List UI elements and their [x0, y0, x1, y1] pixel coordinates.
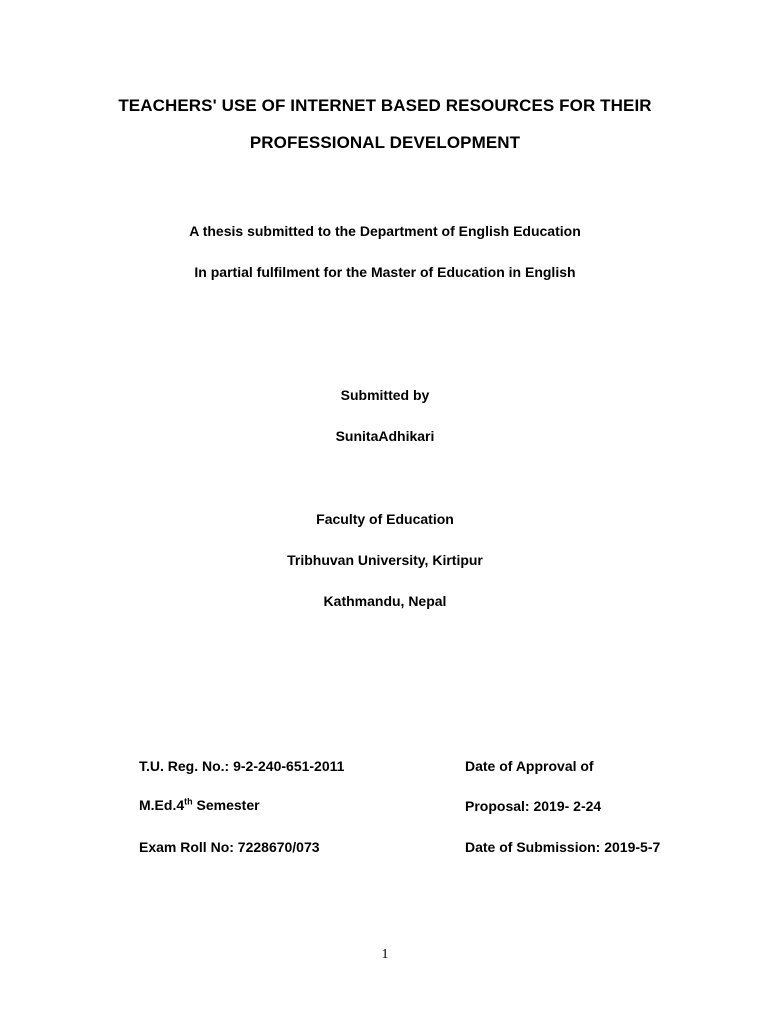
proposal-date: Proposal: 2019- 2-24 — [465, 798, 602, 814]
registration-number: T.U. Reg. No.: 9-2-240-651-2011 — [139, 758, 345, 774]
author-name: SunitaAdhikari — [335, 428, 435, 444]
semester-prefix: M.Ed.4 — [139, 797, 185, 813]
thesis-title-line-1: TEACHERS' USE OF INTERNET BASED RESOURCES FOR THEIR — [118, 96, 652, 115]
exam-roll-number: Exam Roll No: 7228670/073 — [139, 839, 320, 855]
university-name: Tribhuvan University, Kirtipur — [287, 552, 483, 568]
submitted-by-label: Submitted by — [340, 387, 430, 403]
university-location: Kathmandu, Nepal — [323, 593, 447, 609]
thesis-title-line-2: PROFESSIONAL DEVELOPMENT — [249, 133, 521, 152]
faculty-name: Faculty of Education — [316, 511, 454, 527]
semester-ordinal-suffix: th — [184, 796, 193, 807]
thesis-statement-line-1: A thesis submitted to the Department of English Education — [189, 223, 581, 239]
submission-date: Date of Submission: 2019-5-7 — [465, 839, 661, 855]
thesis-statement-line-2: In partial fulfilment for the Master of Education in English — [194, 264, 576, 280]
approval-date-label: Date of Approval of — [465, 758, 594, 774]
semester-info — [139, 797, 260, 813]
page-number: 1 — [381, 947, 389, 962]
semester-suffix: Semester — [192, 797, 260, 813]
